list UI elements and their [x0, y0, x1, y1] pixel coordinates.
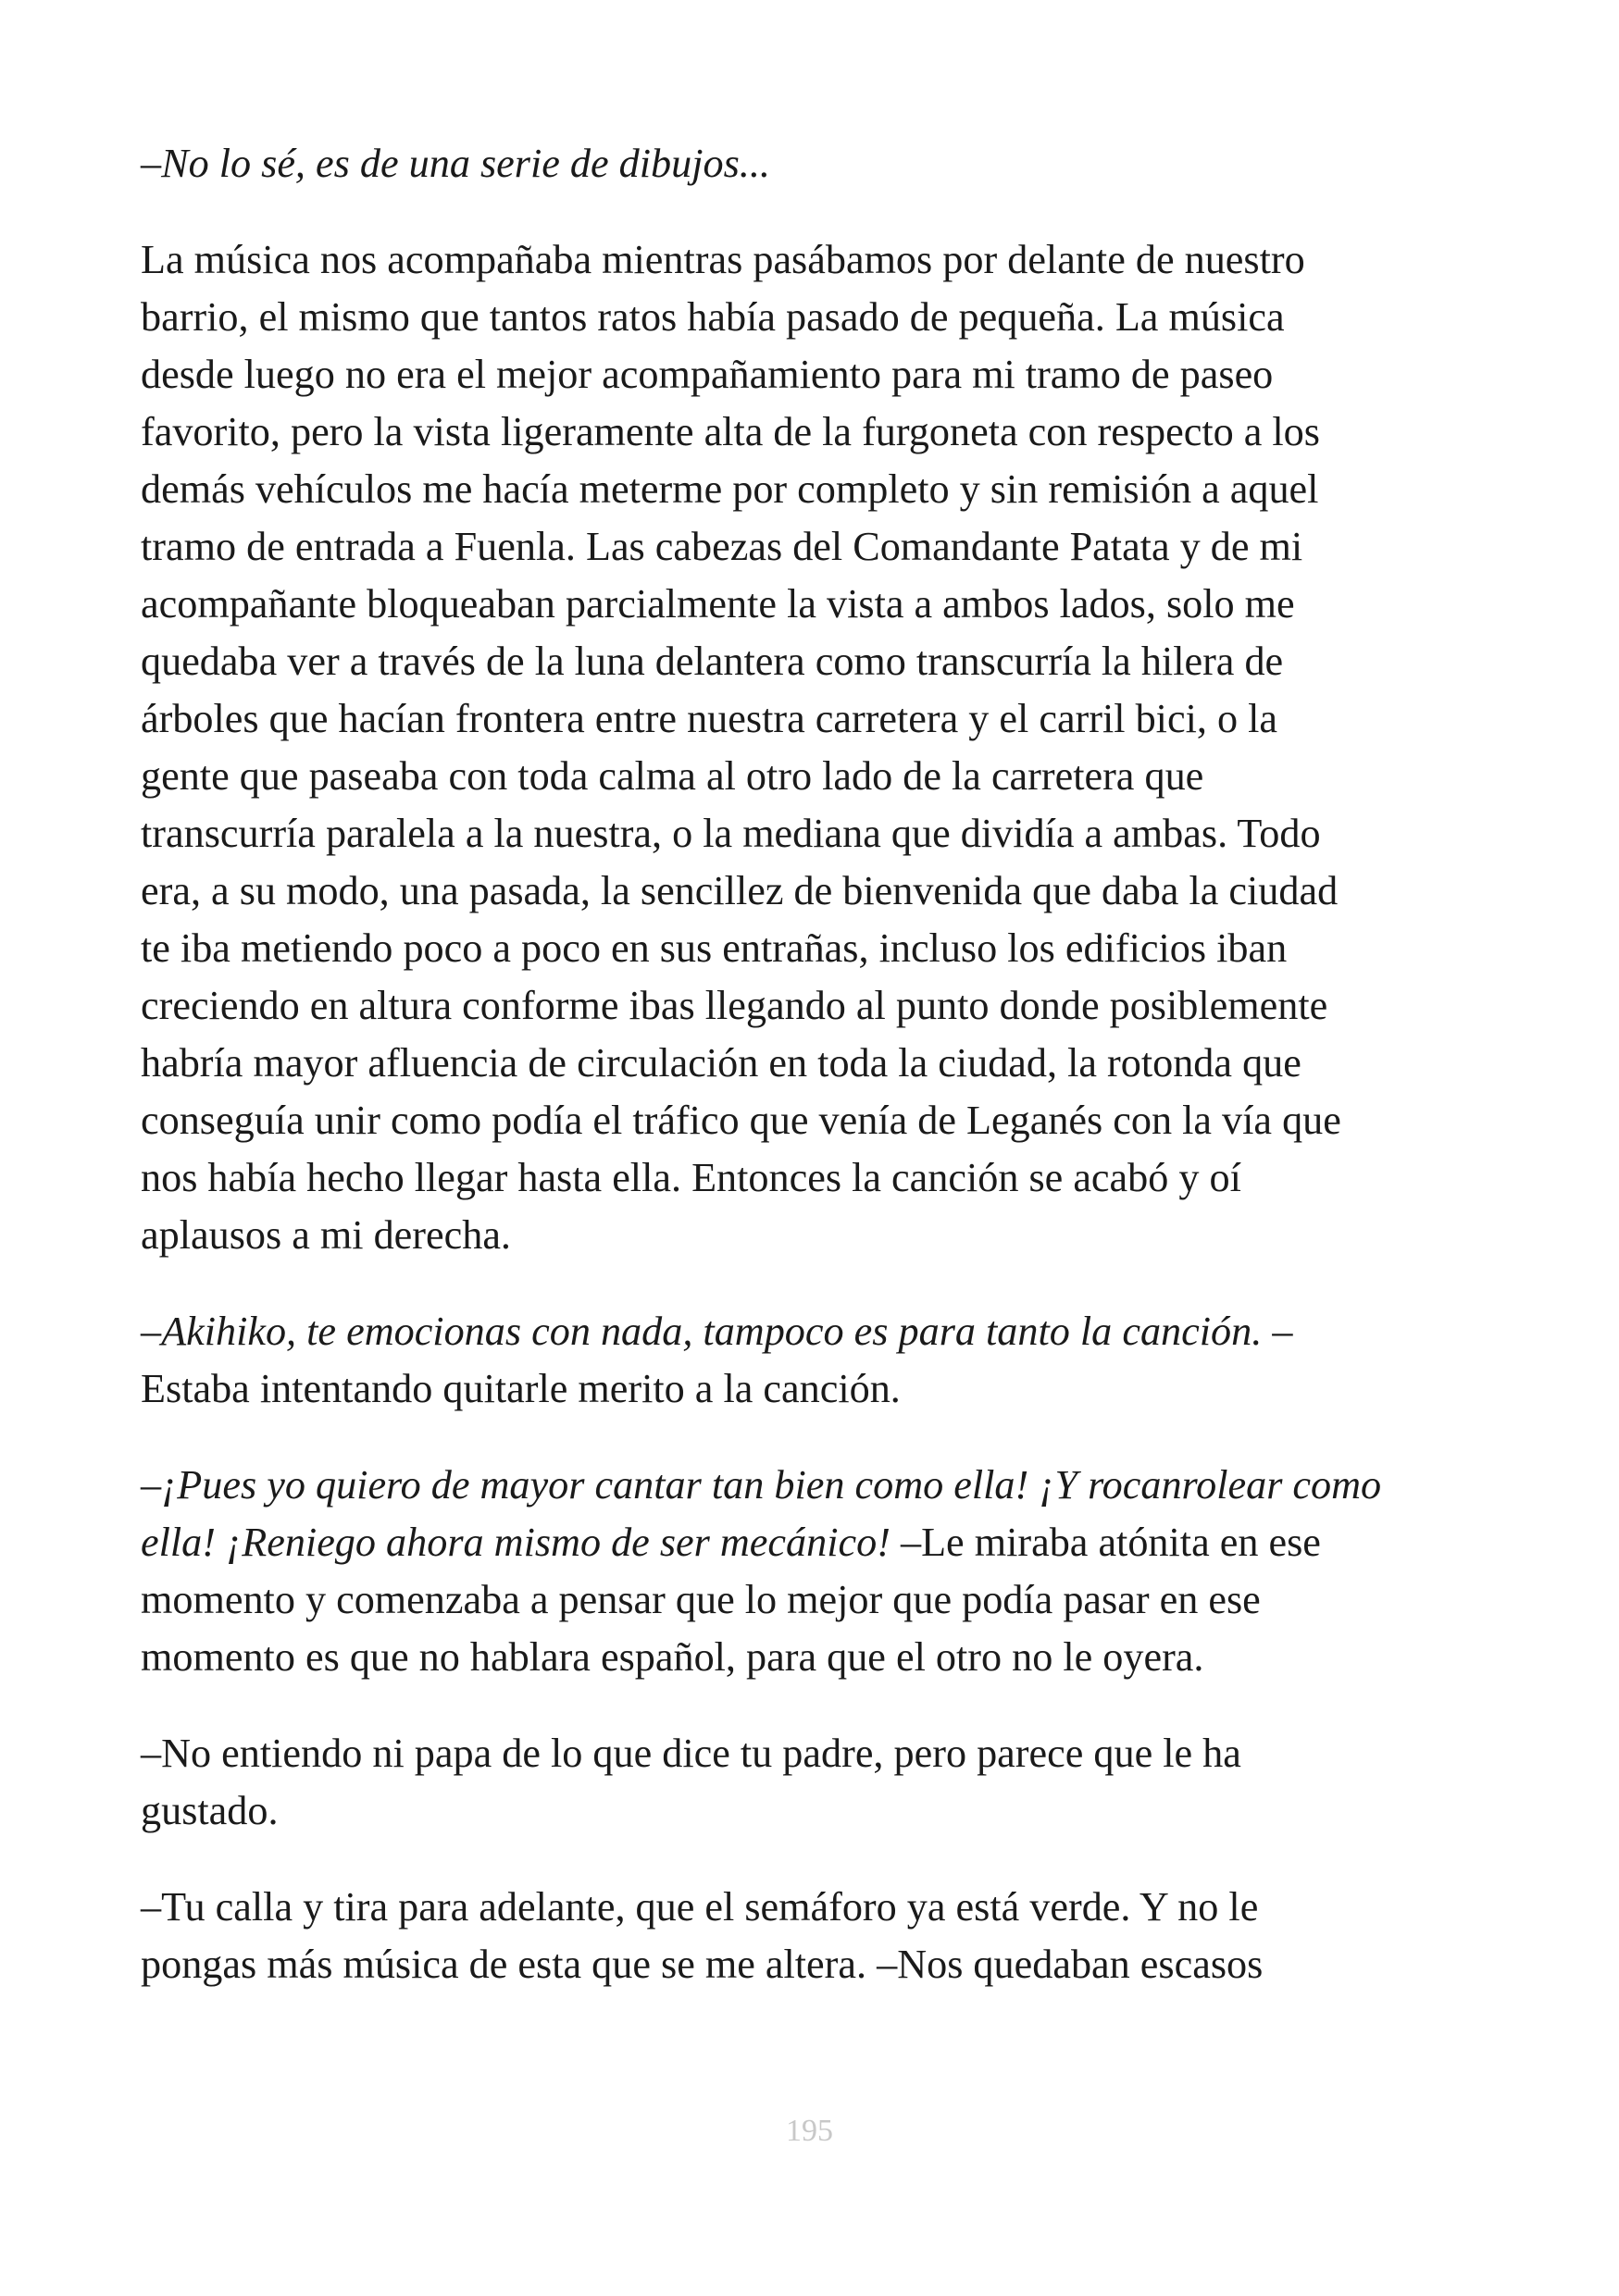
- italic-text-run: ella! ¡Reniego ahora mismo de ser mecánico!: [141, 1520, 890, 1565]
- text-line: [141, 748, 1478, 805]
- text-run: favorito, pero la vista ligeramente alta de la furgoneta con respecto a los: [141, 409, 1320, 454]
- text-run: aplausos a mi derecha.: [141, 1212, 511, 1258]
- text-line: [141, 977, 1478, 1035]
- text-line: [141, 461, 1478, 518]
- text-run: quedaba ver a través de la luna delantera como transcurría la hilera de: [141, 639, 1284, 684]
- text-line: [141, 1782, 1478, 1840]
- text-run: gustado.: [141, 1788, 279, 1833]
- text-run: demás vehículos me hacía meterme por completo y sin remisión a aquel: [141, 466, 1319, 512]
- text-run: La música nos acompañaba mientras pasábamos por delante de nuestro: [141, 237, 1305, 282]
- italic-text-run: –No lo sé, es de una serie de dibujos...: [141, 141, 770, 186]
- text-line: [141, 920, 1478, 977]
- text-line: [141, 1514, 1478, 1571]
- text-line: [141, 135, 1478, 192]
- text-line: [141, 1725, 1478, 1782]
- text-run: creciendo en altura conforme ibas llegando al punto donde posiblemente: [141, 983, 1328, 1028]
- text-run: acompañante bloqueaban parcialmente la vista a ambos lados, solo me: [141, 581, 1295, 627]
- text-line: [141, 1303, 1478, 1360]
- text-run: gente que paseaba con toda calma al otro lado de la carretera que: [141, 753, 1204, 799]
- italic-text-run: –Akihiko, te emocionas con nada, tampoco es para tanto la canción.: [141, 1309, 1263, 1354]
- paragraph: [141, 135, 1478, 192]
- text-line: [141, 289, 1478, 346]
- text-line: [141, 1936, 1478, 1993]
- text-line: [141, 690, 1478, 748]
- text-run: nos había hecho llegar hasta ella. Entonces la canción se acabó y oí: [141, 1155, 1241, 1200]
- text-line: [141, 1629, 1478, 1686]
- text-line: [141, 1571, 1478, 1629]
- text-run: árboles que hacían frontera entre nuestra carretera y el carril bici, o la: [141, 696, 1277, 741]
- text-run: momento es que no hablara español, para que el otro no le oyera.: [141, 1634, 1204, 1680]
- paragraph: [141, 1725, 1478, 1840]
- text-run: –: [1262, 1309, 1293, 1354]
- paragraph: [141, 1879, 1478, 1993]
- text-run: transcurría paralela a la nuestra, o la mediana que dividía a ambas. Todo: [141, 811, 1321, 856]
- text-run: momento y comenzaba a pensar que lo mejor que podía pasar en ese: [141, 1577, 1261, 1622]
- text-line: [141, 576, 1478, 633]
- text-run: era, a su modo, una pasada, la sencillez de bienvenida que daba la ciudad: [141, 868, 1339, 913]
- text-line: [141, 633, 1478, 690]
- text-line: [141, 518, 1478, 576]
- text-line: [141, 231, 1478, 289]
- text-line: [141, 1457, 1478, 1514]
- text-line: [141, 1360, 1478, 1418]
- text-line: [141, 863, 1478, 920]
- text-line: [141, 346, 1478, 403]
- text-run: –Le miraba atónita en ese: [890, 1520, 1321, 1565]
- text-line: [141, 1207, 1478, 1264]
- text-line: [141, 403, 1478, 461]
- body-text: [141, 135, 1478, 2032]
- page-number: 195: [786, 2114, 833, 2148]
- text-line: [141, 1092, 1478, 1149]
- text-line: [141, 1879, 1478, 1936]
- italic-text-run: –¡Pues yo quiero de mayor cantar tan bien como ella! ¡Y rocanrolear como: [141, 1462, 1382, 1508]
- paragraph: [141, 231, 1478, 1264]
- text-run: –Tu calla y tira para adelante, que el semáforo ya está verde. Y no le: [141, 1884, 1259, 1930]
- text-run: barrio, el mismo que tantos ratos había pasado de pequeña. La música: [141, 294, 1285, 340]
- text-run: pongas más música de esta que se me altera. –Nos quedaban escasos: [141, 1942, 1264, 1987]
- paragraph: [141, 1303, 1478, 1418]
- text-line: [141, 1035, 1478, 1092]
- text-run: desde luego no era el mejor acompañamiento para mi tramo de paseo: [141, 352, 1274, 397]
- text-run: Estaba intentando quitarle merito a la canción.: [141, 1366, 901, 1411]
- text-line: [141, 1149, 1478, 1207]
- text-run: habría mayor afluencia de circulación en toda la ciudad, la rotonda que: [141, 1040, 1301, 1086]
- paragraph: [141, 1457, 1478, 1686]
- text-run: tramo de entrada a Fuenla. Las cabezas del Comandante Patata y de mi: [141, 524, 1303, 569]
- text-run: te iba metiendo poco a poco en sus entrañas, incluso los edificios iban: [141, 925, 1288, 971]
- text-line: [141, 805, 1478, 863]
- text-run: conseguía unir como podía el tráfico que venía de Leganés con la vía que: [141, 1098, 1341, 1143]
- text-run: –No entiendo ni papa de lo que dice tu padre, pero parece que le ha: [141, 1731, 1241, 1776]
